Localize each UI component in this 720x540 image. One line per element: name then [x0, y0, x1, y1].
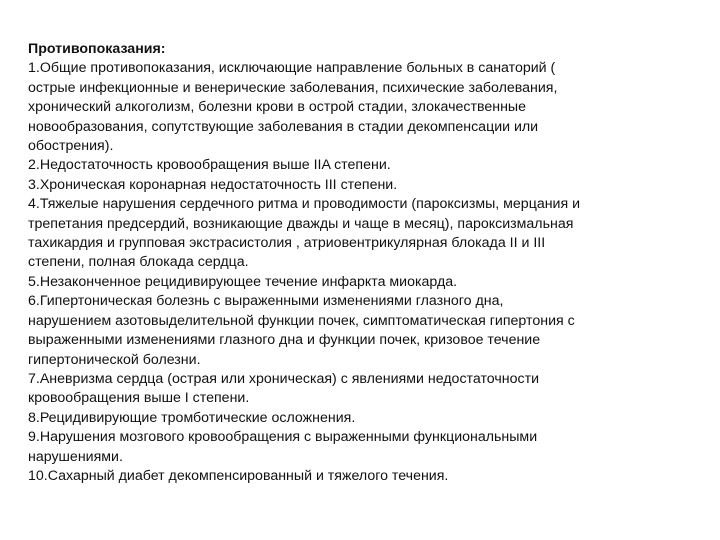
text-line: обострения).	[28, 138, 114, 155]
text-line: 7.Аневризма сердца (острая или хроническая) с явлениями недостаточности	[28, 370, 540, 387]
text-line: нарушениями.	[28, 448, 123, 465]
text-line: тахикардия и групповая экстрасистолия , атриовентрикулярная блокада II и III	[28, 235, 546, 252]
text-line: острые инфекционные и венерические заболевания, психические заболевания,	[28, 79, 558, 96]
text-line: новообразования, сопутствующие заболевания в стадии декомпенсации или	[28, 118, 539, 135]
text-line: 1.Общие противопоказания, исключающие направление больных в санаторий (	[28, 60, 556, 77]
text-line: 9.Нарушения мозгового кровообращения с выраженными функциональными	[28, 429, 538, 446]
document-title: Противопоказания:	[28, 41, 166, 57]
text-line: выраженными изменениями глазного дна и функции почек, кризовое течение	[28, 332, 541, 349]
text-line: хронический алкоголизм, болезни крови в острой стадии, злокачественные	[28, 99, 526, 116]
text-line: 5.Незаконченное рецидивирующее течение инфаркта миокарда.	[28, 273, 458, 290]
text-line: трепетания предсердий, возникающие дважды и чаще в месяц), пароксизмальная	[28, 215, 574, 232]
text-line: 2.Недостаточность кровообращения выше IIA степени.	[28, 157, 391, 174]
text-line: 6.Гипертоническая болезнь с выраженными изменениями глазного дна,	[28, 293, 504, 310]
text-line: 8.Рецидивирующие тромботические осложнения.	[28, 409, 356, 426]
document-body	[28, 40, 694, 486]
text-line: кровообращения выше I степени.	[28, 390, 250, 407]
text-line: нарушением азотовыделительной функции почек, симптоматическая гипертония с	[28, 312, 575, 329]
text-line: 10.Сахарный диабет декомпенсированный и тяжелого течения.	[28, 467, 449, 484]
text-line: 3.Хроническая коронарная недостаточность III степени.	[28, 176, 398, 193]
text-line: 4.Тяжелые нарушения сердечного ритма и проводимости (пароксизмы, мерцания и	[28, 196, 581, 213]
text-line: гипертонической болезни.	[28, 351, 201, 368]
text-line: степени, полная блокада сердца.	[28, 254, 249, 271]
